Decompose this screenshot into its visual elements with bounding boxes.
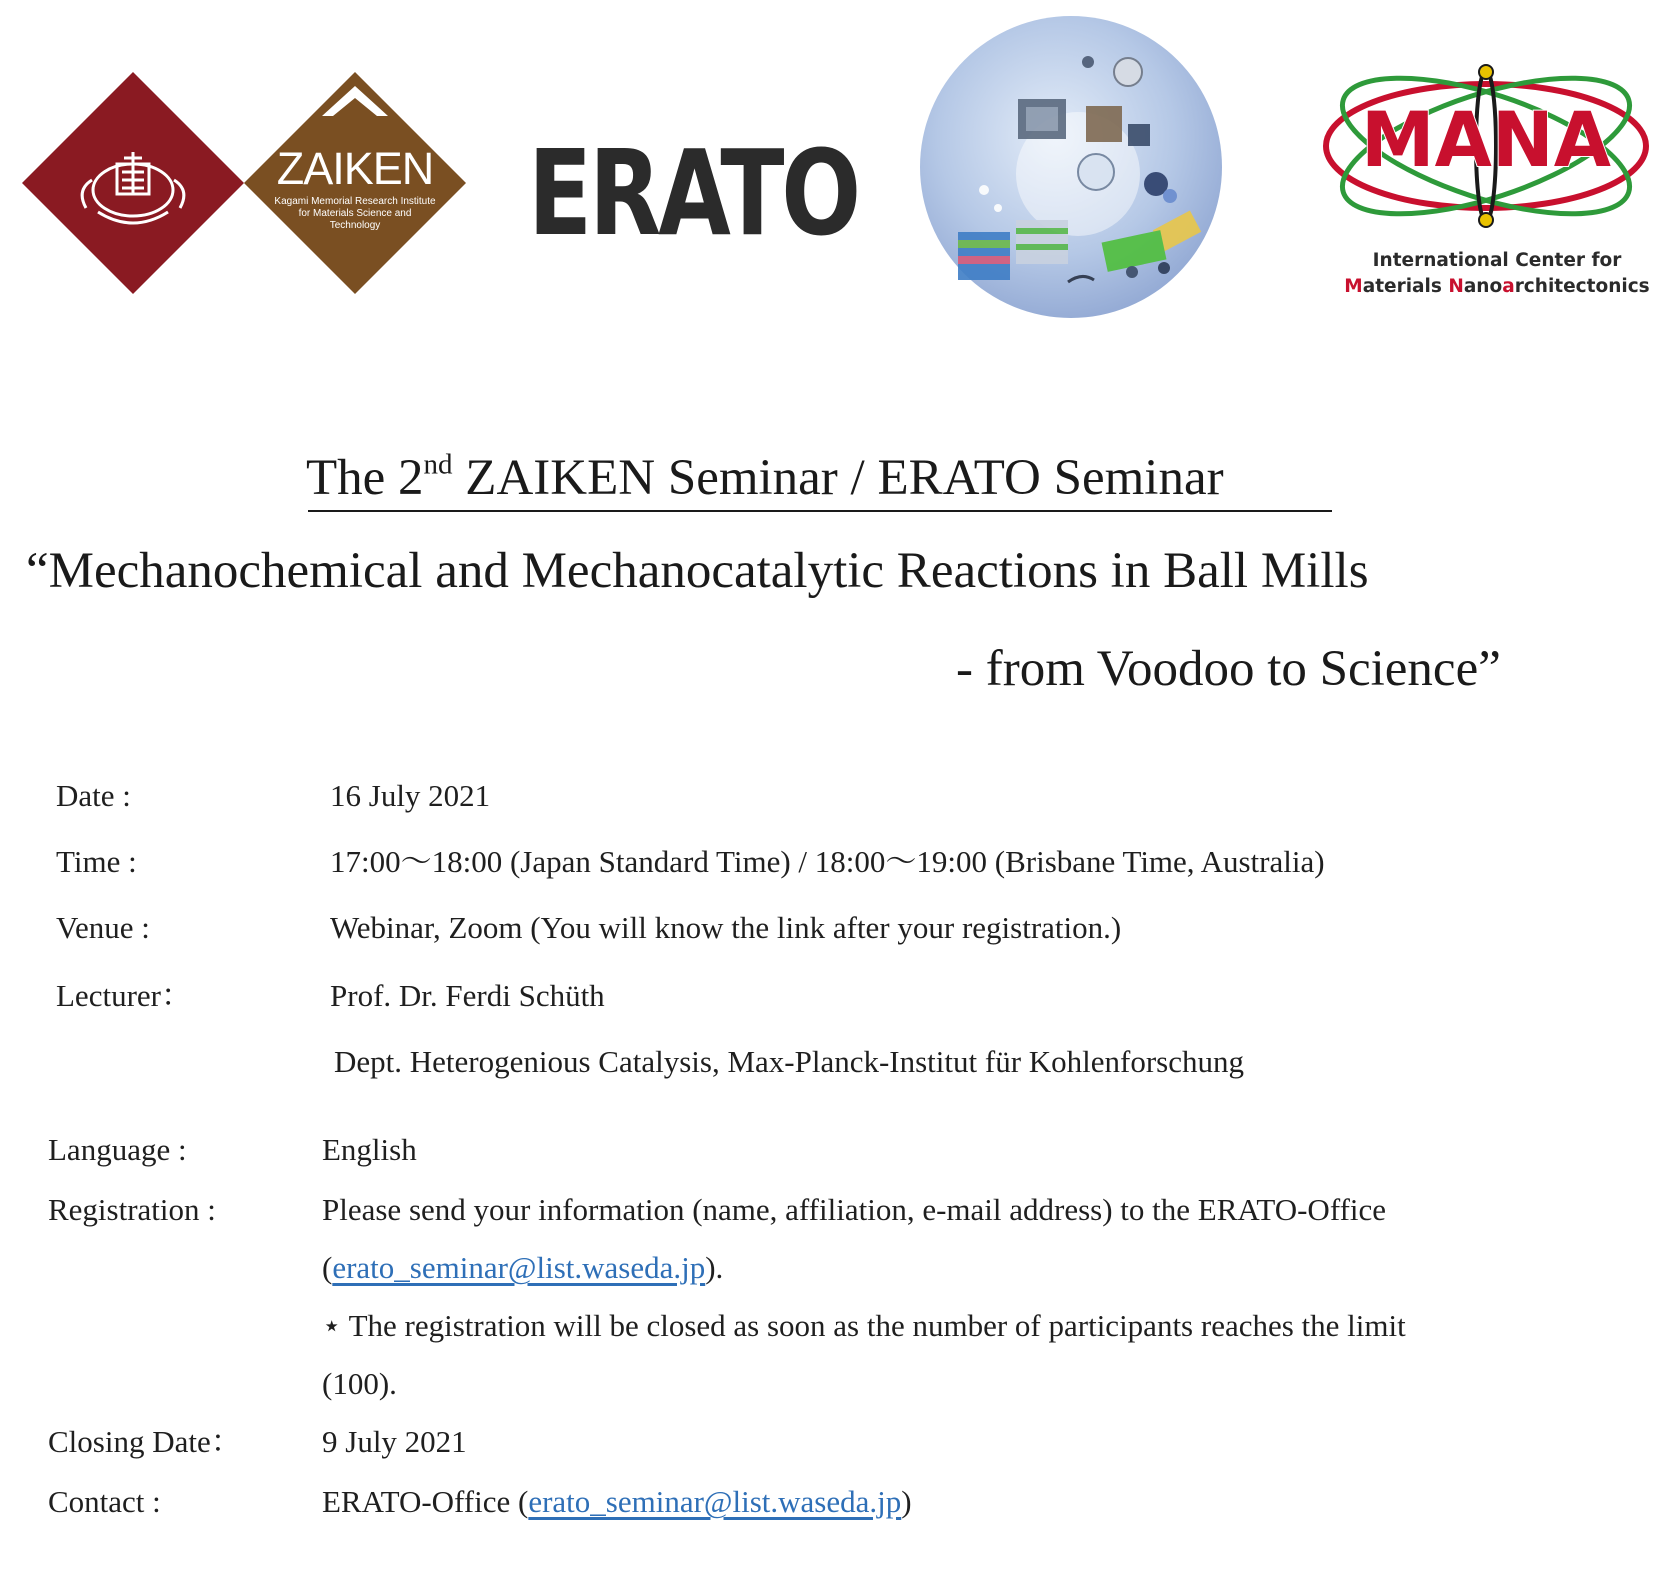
closing-date-value: 9 July 2021 (322, 1424, 467, 1459)
zaiken-logo (244, 72, 466, 294)
title-ordinal-suffix: nd (423, 448, 453, 481)
language-value: English (322, 1132, 417, 1167)
registration-email-line: (erato_seminar@list.waseda.jp). (322, 1250, 724, 1285)
erato-logo-name: ERATO (528, 124, 858, 262)
talk-title-line2: - from Voodoo to Science” (956, 641, 1501, 697)
contact-label: Contact : (48, 1484, 161, 1519)
registration-limit-value: (100). (322, 1366, 397, 1401)
time-label: Time : (56, 844, 137, 879)
date-label: Date : (56, 778, 131, 813)
zaiken-caption-line2: for Materials Science and (298, 208, 412, 219)
mechanochemistry-circle-illustration (918, 14, 1224, 320)
lecturer-name: Prof. Dr. Ferdi Schüth (330, 978, 605, 1013)
talk-title-line1: “Mechanochemical and Mechanocatalytic Reactions in Ball Mills (26, 543, 1369, 599)
title-underline (308, 510, 1332, 512)
registration-email-link[interactable]: erato_seminar@list.waseda.jp (332, 1250, 706, 1285)
venue-value: Webinar, Zoom (You will know the link after your registration.) (330, 910, 1122, 945)
lecturer-label: Lecturer： (56, 978, 192, 1013)
zaiken-logo-name: ZAIKEN (276, 143, 434, 194)
zaiken-caption-line3: Technology (329, 220, 381, 231)
mana-logo-name: MANA (1361, 95, 1612, 184)
time-value: 17:00～18:00 (Japan Standard Time) / 18:00～19:00 (Brisbane Time, Australia) (330, 844, 1325, 879)
lecturer-affiliation: Dept. Heterogenious Catalysis, Max-Planck-Institut für Kohlenforschung (334, 1044, 1245, 1079)
date-value: 16 July 2021 (330, 778, 491, 813)
mana-caption-line1: International Center for (1372, 250, 1622, 271)
contact-email-link[interactable]: erato_seminar@list.waseda.jp (528, 1484, 902, 1519)
registration-limit-note: ⋆ The registration will be closed as soon as the number of participants reaches the limit (322, 1308, 1406, 1343)
closing-date-label: Closing Date： (48, 1424, 242, 1459)
seminar-title: The 2nd ZAIKEN Seminar / ERATO Seminar (306, 448, 1224, 506)
logo-band (0, 0, 1676, 330)
registration-instructions: Please send your information (name, affiliation, e-mail address) to the ERATO-Office (322, 1192, 1387, 1227)
registration-label: Registration : (48, 1192, 216, 1227)
mana-caption-line2: Materials Nanoarchitectonics (1344, 276, 1650, 297)
language-label: Language : (48, 1132, 187, 1167)
mana-caption (1318, 248, 1676, 300)
erato-logo (528, 110, 868, 270)
venue-label: Venue : (56, 910, 150, 945)
contact-value: ERATO-Office (erato_seminar@list.waseda.jp) (322, 1484, 912, 1519)
zaiken-caption-line1: Kagami Memorial Research Institute (274, 196, 436, 207)
waseda-seal-icon (22, 72, 244, 294)
